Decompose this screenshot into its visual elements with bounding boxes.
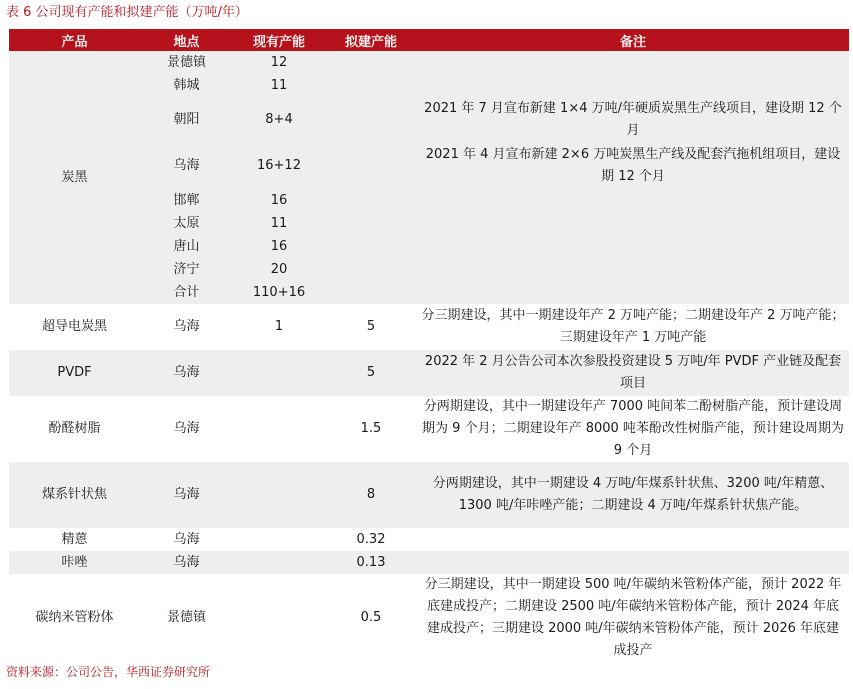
table-header bbox=[9, 29, 849, 51]
location-cell: 景德镇 bbox=[140, 51, 233, 74]
header-location: 地点 bbox=[140, 29, 233, 51]
header-planned: 拟建产能 bbox=[325, 29, 417, 51]
product-cell: 酚醛树脂 bbox=[9, 396, 140, 462]
existing-cell bbox=[233, 396, 325, 462]
planned-cell bbox=[325, 189, 417, 212]
location-cell: 韩城 bbox=[140, 74, 233, 97]
planned-cell bbox=[325, 258, 417, 281]
existing-cell: 11 bbox=[233, 212, 325, 235]
existing-cell bbox=[233, 528, 325, 551]
existing-cell: 16 bbox=[233, 189, 325, 212]
location-cell: 乌海 bbox=[140, 528, 233, 551]
location-cell: 乌海 bbox=[140, 304, 233, 350]
note-cell: 分两期建设，其中一期建设 4 万吨/年煤系针状焦、3200 吨/年精蒽、1300 吨/年咔唑产能；二期建设 4 万吨/年煤系针状焦产能。 bbox=[417, 462, 849, 528]
product-cell: 炭黑 bbox=[9, 51, 140, 304]
note-cell bbox=[417, 528, 849, 551]
existing-cell bbox=[233, 462, 325, 528]
planned-cell: 5 bbox=[325, 350, 417, 396]
note-cell: 2021 年 4 月宣布新建 2×6 万吨炭黑生产线及配套汽拖机组项目，建设期 12 个月 bbox=[417, 143, 849, 189]
table-row bbox=[9, 462, 849, 528]
planned-cell bbox=[325, 74, 417, 97]
location-cell: 朝阳 bbox=[140, 97, 233, 143]
existing-cell: 16 bbox=[233, 235, 325, 258]
table-title: 表 6 公司现有产能和拟建产能（万吨/年） bbox=[6, 5, 248, 20]
note-cell bbox=[417, 74, 849, 97]
note-cell: 分两期建设，其中一期建设年产 7000 吨间苯二酚树脂产能，预计建设周期为 9 个月；二期建设年产 8000 吨苯酚改性树脂产能，预计建设周期为 9 个月 bbox=[417, 396, 849, 462]
table-row bbox=[9, 574, 849, 662]
note-cell bbox=[417, 551, 849, 574]
planned-cell bbox=[325, 143, 417, 189]
note-cell bbox=[417, 281, 849, 304]
note-cell bbox=[417, 258, 849, 281]
note-cell bbox=[417, 212, 849, 235]
location-cell: 乌海 bbox=[140, 350, 233, 396]
location-cell: 乌海 bbox=[140, 551, 233, 574]
table-row bbox=[9, 350, 849, 396]
existing-cell: 110+16 bbox=[233, 281, 325, 304]
note-cell: 2021 年 7 月宣布新建 1×4 万吨/年硬质炭黑生产线项目，建设期 12 个月 bbox=[417, 97, 849, 143]
product-cell: 煤系针状焦 bbox=[9, 462, 140, 528]
header-note: 备注 bbox=[417, 29, 849, 51]
existing-cell bbox=[233, 574, 325, 662]
planned-cell bbox=[325, 235, 417, 258]
location-cell: 乌海 bbox=[140, 462, 233, 528]
note-cell bbox=[417, 235, 849, 258]
note-cell: 分三期建设，其中一期建设年产 2 万吨产能；二期建设年产 2 万吨产能；三期建设年产 1 万吨产能 bbox=[417, 304, 849, 350]
product-cell: 精蒽 bbox=[9, 528, 140, 551]
planned-cell: 8 bbox=[325, 462, 417, 528]
planned-cell bbox=[325, 212, 417, 235]
product-cell: 咔唑 bbox=[9, 551, 140, 574]
planned-cell: 0.5 bbox=[325, 574, 417, 662]
table-row bbox=[9, 528, 849, 551]
existing-cell bbox=[233, 350, 325, 396]
existing-cell bbox=[233, 551, 325, 574]
location-cell: 乌海 bbox=[140, 143, 233, 189]
product-cell: 碳纳米管粉体 bbox=[9, 574, 140, 662]
location-cell: 邯郸 bbox=[140, 189, 233, 212]
location-cell: 济宁 bbox=[140, 258, 233, 281]
location-cell: 景德镇 bbox=[140, 574, 233, 662]
capacity-table bbox=[9, 29, 849, 662]
existing-cell: 20 bbox=[233, 258, 325, 281]
header-row bbox=[9, 29, 849, 51]
planned-cell: 1.5 bbox=[325, 396, 417, 462]
note-cell: 2022 年 2 月公告公司本次参股投资建设 5 万吨/年 PVDF 产业链及配套项目 bbox=[417, 350, 849, 396]
existing-cell: 12 bbox=[233, 51, 325, 74]
planned-cell: 0.32 bbox=[325, 528, 417, 551]
location-cell: 唐山 bbox=[140, 235, 233, 258]
planned-cell bbox=[325, 97, 417, 143]
header-existing: 现有产能 bbox=[233, 29, 325, 51]
existing-cell: 1 bbox=[233, 304, 325, 350]
note-cell bbox=[417, 189, 849, 212]
planned-cell bbox=[325, 51, 417, 74]
planned-cell: 5 bbox=[325, 304, 417, 350]
location-cell: 太原 bbox=[140, 212, 233, 235]
existing-cell: 8+4 bbox=[233, 97, 325, 143]
product-cell: 超导电炭黑 bbox=[9, 304, 140, 350]
table-row bbox=[9, 396, 849, 462]
planned-cell: 0.13 bbox=[325, 551, 417, 574]
existing-cell: 16+12 bbox=[233, 143, 325, 189]
header-product: 产品 bbox=[9, 29, 140, 51]
product-cell: PVDF bbox=[9, 350, 140, 396]
table-row bbox=[9, 304, 849, 350]
note-cell: 分三期建设，其中一期建设 500 吨/年碳纳米管粉体产能，预计 2022 年底建成投产；二期建设 2500 吨/年碳纳米管粉体产能，预计 2024 年底建成投产；三期建设 2000 吨/年碳纳米管粉体产能，预计 2026 年底建成投产 bbox=[417, 574, 849, 662]
table-row bbox=[9, 551, 849, 574]
source-note: 资料来源：公司公告，华西证券研究所 bbox=[6, 665, 211, 679]
planned-cell bbox=[325, 281, 417, 304]
location-cell: 合计 bbox=[140, 281, 233, 304]
note-cell bbox=[417, 51, 849, 74]
location-cell: 乌海 bbox=[140, 396, 233, 462]
existing-cell: 11 bbox=[233, 74, 325, 97]
table-row bbox=[9, 51, 849, 74]
